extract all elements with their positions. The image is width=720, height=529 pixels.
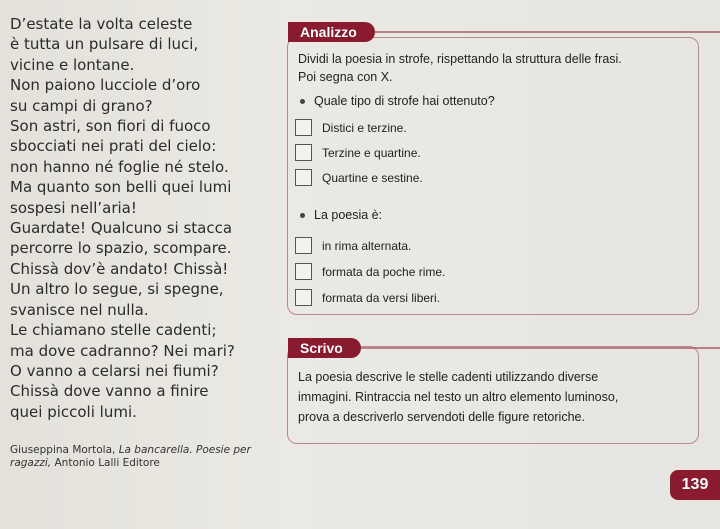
poem-line: svanisce nel nulla. [10, 300, 149, 319]
instruction-line: Dividi la poesia in strofe, rispettando la struttura delle frasi. [298, 52, 622, 66]
analizzo-instruction [298, 50, 690, 86]
page-number: 139 [670, 470, 720, 500]
poem-credit [10, 444, 285, 470]
option-label: formata da poche rime. [322, 264, 446, 279]
poem-line: è tutta un pulsare di luci, [10, 35, 199, 54]
analizzo-header [288, 22, 720, 42]
option-poche-rime[interactable] [295, 263, 445, 280]
poem [10, 14, 285, 422]
checkbox-icon[interactable] [295, 263, 312, 280]
bullet-icon [300, 213, 305, 218]
analizzo-title: Analizzo [288, 22, 375, 42]
question-2 [300, 208, 382, 222]
poem-line: Son astri, son fiori di fuoco [10, 117, 211, 136]
poem-line: su campi di grano? [10, 96, 153, 115]
credit-author: Giuseppina Mortola, [10, 444, 116, 456]
option-rima-alternata[interactable] [295, 237, 411, 254]
option-label: Quartine e sestine. [322, 170, 423, 185]
option-terzine[interactable] [295, 144, 421, 161]
poem-line: Un altro lo segue, si spegne, [10, 280, 224, 299]
poem-line: sbocciati nei prati del cielo: [10, 137, 217, 156]
option-distici[interactable] [295, 119, 407, 136]
poem-line: Le chiamano stelle cadenti; [10, 321, 217, 340]
poem-line: Non paiono lucciole d’oro [10, 76, 201, 95]
poem-line: ma dove cadranno? Nei mari? [10, 341, 235, 360]
poem-line: percorre lo spazio, scompare. [10, 239, 232, 258]
scrivo-line: prova a descriverlo servendoti delle figure retoriche. [298, 410, 585, 424]
poem-line: Chissà dove vanno a finire [10, 382, 209, 401]
poem-line: vicine e lontane. [10, 55, 135, 74]
option-label: formata da versi liberi. [322, 290, 441, 305]
scrivo-line: La poesia descrive le stelle cadenti utilizzando diverse [298, 370, 599, 384]
checkbox-icon[interactable] [295, 144, 312, 161]
poem-line: Guardate! Qualcuno si stacca [10, 219, 233, 238]
credit-publisher: Antonio Lalli Editore [54, 457, 160, 469]
poem-line: sospesi nell’aria! [10, 198, 137, 217]
checkbox-icon[interactable] [295, 169, 312, 186]
poem-line: non hanno né foglie né stelo. [10, 157, 229, 176]
question-1 [300, 94, 495, 108]
option-versi-liberi[interactable] [295, 289, 440, 306]
option-label: Distici e terzine. [322, 120, 407, 135]
instruction-line: Poi segna con X. [298, 70, 393, 84]
question-text: Quale tipo di strofe hai ottenuto? [314, 94, 495, 108]
scrivo-header [288, 338, 720, 358]
poem-line: quei piccoli lumi. [10, 402, 137, 421]
header-rule [361, 347, 720, 349]
scrivo-title: Scrivo [288, 338, 361, 358]
option-quartine[interactable] [295, 169, 423, 186]
option-label: in rima alternata. [322, 238, 412, 253]
poem-line: D’estate la volta celeste [10, 15, 193, 33]
checkbox-icon[interactable] [295, 237, 312, 254]
scrivo-line: immagini. Rintraccia nel testo un altro elemento luminoso, [298, 390, 619, 404]
poem-line: Chissà dov’è andato! Chissà! [10, 259, 229, 278]
poem-line: Ma quanto son belli quei lumi [10, 178, 232, 197]
bullet-icon [300, 99, 305, 104]
checkbox-icon[interactable] [295, 119, 312, 136]
checkbox-icon[interactable] [295, 289, 312, 306]
credit-title: La bancarella. Poesie per ragazzi, [10, 444, 251, 469]
option-label: Terzine e quartine. [322, 145, 421, 160]
scrivo-instruction [298, 367, 684, 427]
header-rule [375, 31, 720, 33]
question-text: La poesia è: [314, 208, 383, 222]
poem-line: O vanno a celarsi nei fiumi? [10, 361, 219, 380]
